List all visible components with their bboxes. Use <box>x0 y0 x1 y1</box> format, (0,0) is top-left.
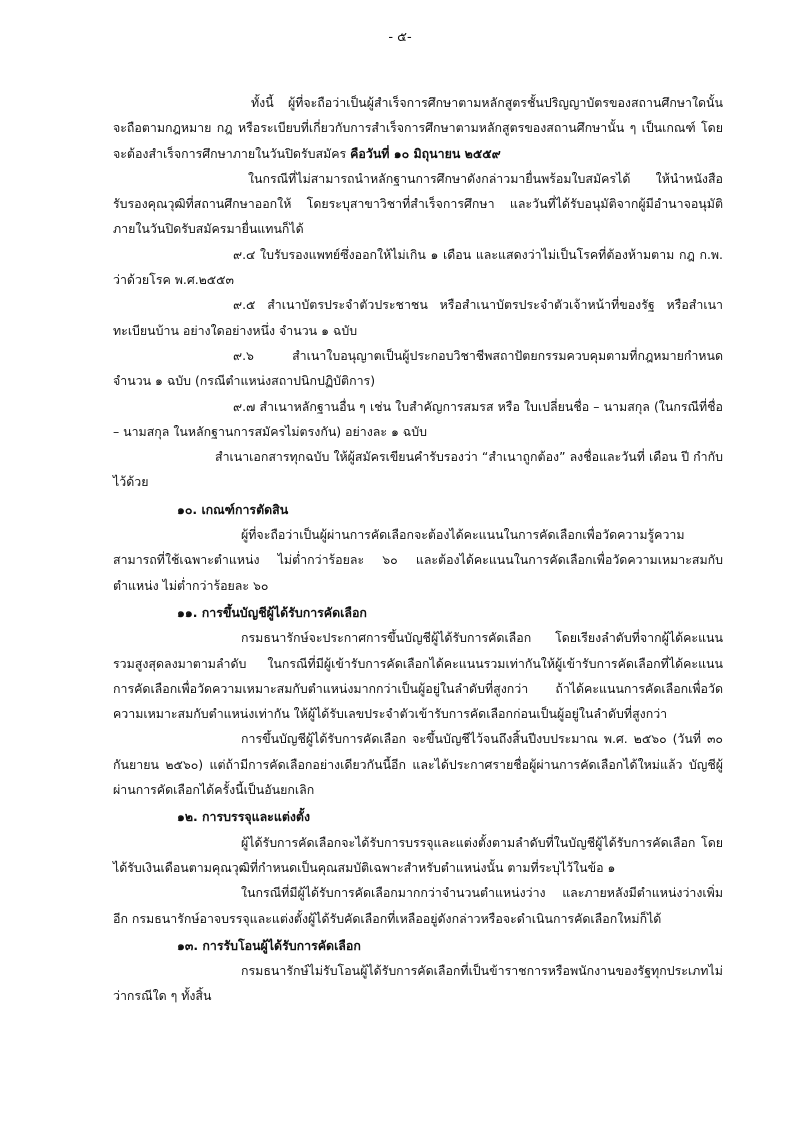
list-item-9-4: ๙.๔ ใบรับรองแพทย์ซึ่งออกให้ไม่เกิน ๑ เดือน และแสดงว่าไม่เป็นโรคที่ต้องห้ามตาม กฎ ก.พ. ว่าด้วยโรค พ.ศ.๒๕๕๓ <box>113 246 723 288</box>
section-11-paragraph-1: กรมธนารักษ์จะประกาศการขึ้นบัญชีผู้ได้รับการคัดเลือก โดยเรียงลำดับที่จากผู้ได้คะแนนรวมสูงสุดลงมาตามลำดับ ในกรณีที่มีผู้เข้ารับการคัดเลือกได้คะแนนรวมเท่ากันให้ผู้เข้ารับการคัดเลือกที่ได้คะแนนการคัดเลือกเพื่อวัดความเหมาะสมกับตำแหน่งมากกว่าเป็นผู้อยู่ในลำดับที่สูงกว่า ถ้าได้คะแนนการคัดเลือกเพื่อวัดความเหมาะสมกับตำแหน่งเท่ากัน ให้ผู้ได้รับเลขประจำตัวเข้ารับการคัดเลือกก่อนเป็นผู้อยู่ในลำดับที่สูงกว่า <box>113 630 723 722</box>
section-heading-10: ๑๐. เกณฑ์การตัดสิน <box>177 501 289 517</box>
section-heading-13: ๑๓. การรับโอนผู้ได้รับการคัดเลือก <box>177 937 361 953</box>
page-number: - ๕- <box>388 30 412 45</box>
list-item-9-5: ๙.๕ สำเนาบัตรประจำตัวประชาชน หรือสำเนาบัตรประจำตัวเจ้าหน้าที่ของรัฐ หรือสำเนาทะเบียนบ้าน อย่างใดอย่างหนึ่ง จำนวน ๑ ฉบับ <box>113 297 723 338</box>
section-11-paragraph-2: การขึ้นบัญชีผู้ได้รับการคัดเลือก จะขึ้นบัญชีไว้จนถึงสิ้นปีงบประมาณ พ.ศ. ๒๕๖๐ (วันที่ ๓๐ กันยายน ๒๕๖๐) แต่ถ้ามีการคัดเลือกอย่างเดียวกันนี้อีก และได้ประกาศรายชื่อผู้ผ่านการคัดเลือกได้ใหม่แล้ว บัญชีผู้ผ่านการคัดเลือกได้ครั้งนี้เป็นอันยกเลิก <box>113 731 723 798</box>
section-12-paragraph-1: ผู้ได้รับการคัดเลือกจะได้รับการบรรจุและแต่งตั้งตามลำดับที่ในบัญชีผู้ได้รับการคัดเลือก โดยได้รับเงินเดือนตามคุณวุฒิที่กำหนดเป็นคุณสมบัติเฉพาะสำหรับตำแหน่งนั้น ตามที่ระบุไว้ในข้อ ๑ <box>113 834 723 875</box>
section-10-paragraph-1: ผู้ที่จะถือว่าเป็นผู้ผ่านการคัดเลือกจะต้องได้คะแนนในการคัดเลือกเพื่อวัดความรู้ความสามารถที่ใช้เฉพาะตำแหน่ง ไม่ต่ำกว่าร้อยละ ๖๐ และต้องได้คะแนนในการคัดเลือกเพื่อวัดความเหมาะสมกับตำแหน่ง ไม่ต่ำกว่าร้อยละ ๖๐ <box>113 527 723 593</box>
list-item-9-6: ๙.๖ สำเนาใบอนุญาตเป็นผู้ประกอบวิชาชีพสถาปัตยกรรมควบคุมตามที่กฎหมายกำหนด จำนวน ๑ ฉบับ (กรณีตำแหน่งสถาปนิกปฏิบัติการ) <box>113 347 723 389</box>
section-13-paragraph-1: กรมธนารักษ์ไม่รับโอนผู้ได้รับการคัดเลือกที่เป็นข้าราชการหรือพนักงานของรัฐทุกประเภทไม่ว่ากรณีใด ๆ ทั้งสิ้น <box>113 963 723 1004</box>
section-heading-12: ๑๒. การบรรจุและแต่งตั้ง <box>177 809 311 825</box>
section-12-paragraph-2: ในกรณีที่มีผู้ได้รับการคัดเลือกมากกว่าจำนวนตำแหน่งว่าง และภายหลังมีตำแหน่งว่างเพิ่มอีก กรมธนารักษ์อาจบรรจุและแต่งตั้งผู้ได้รับคัดเลือกที่เหลืออยู่ดังกล่าวหรือจะดำเนินการคัดเลือกใหม่ก็ได้ <box>113 885 723 926</box>
list-item-9-7: ๙.๗ สำเนาหลักฐานอื่น ๆ เช่น ใบสำคัญการสมรส หรือ ใบเปลี่ยนชื่อ – นามสกุล (ในกรณีที่ชื่อ – นามสกุล ในหลักฐานการสมัครไม่ตรงกัน) อย่างละ ๑ ฉบับ <box>113 398 723 439</box>
paragraph-certificate: ในกรณีที่ไม่สามารถนำหลักฐานการศึกษาดังกล่าวมายื่นพร้อมใบสมัครได้ ให้นำหนังสือรับรองคุณวุฒิที่สถานศึกษาออกให้ โดยระบุสาขาวิชาที่สำเร็จการศึกษา และวันที่ได้รับอนุมัติจากผู้มีอำนาจอนุมัติภายในวันปิดรับสมัครมายื่นแทนก็ได้ <box>113 170 723 237</box>
paragraph-graduation-criteria <box>113 90 723 166</box>
document-body <box>113 90 723 1009</box>
paragraph-copy-certification: สำเนาเอกสารทุกฉบับ ให้ผู้สมัครเขียนคำรับรองว่า “สำเนาถูกต้อง” ลงชื่อและวันที่ เดือน ปี กำกับไว้ด้วย <box>113 449 723 490</box>
deadline-date: คือวันที่ ๑๐ มิถุนายน ๒๕๕๙ <box>350 145 501 161</box>
section-heading-11: ๑๑. การขึ้นบัญชีผู้ได้รับการคัดเลือก <box>177 604 367 620</box>
paragraph-text: ทั้งนี้ ผู้ที่จะถือว่าเป็นผู้สำเร็จการศึกษาตามหลักสูตรชั้นปริญญาบัตรของสถานศึกษาใดนั้น จะถือตามกฎหมาย กฎ หรือระเบียบที่เกี่ยวกับการสำเร็จการศึกษาตามหลักสูตรของสถานศึกษานั้น ๆ เป็นเกณฑ์ โดยจะต้องสำเร็จการศึกษาภายในวันปิดรับสมัคร <box>113 95 723 161</box>
